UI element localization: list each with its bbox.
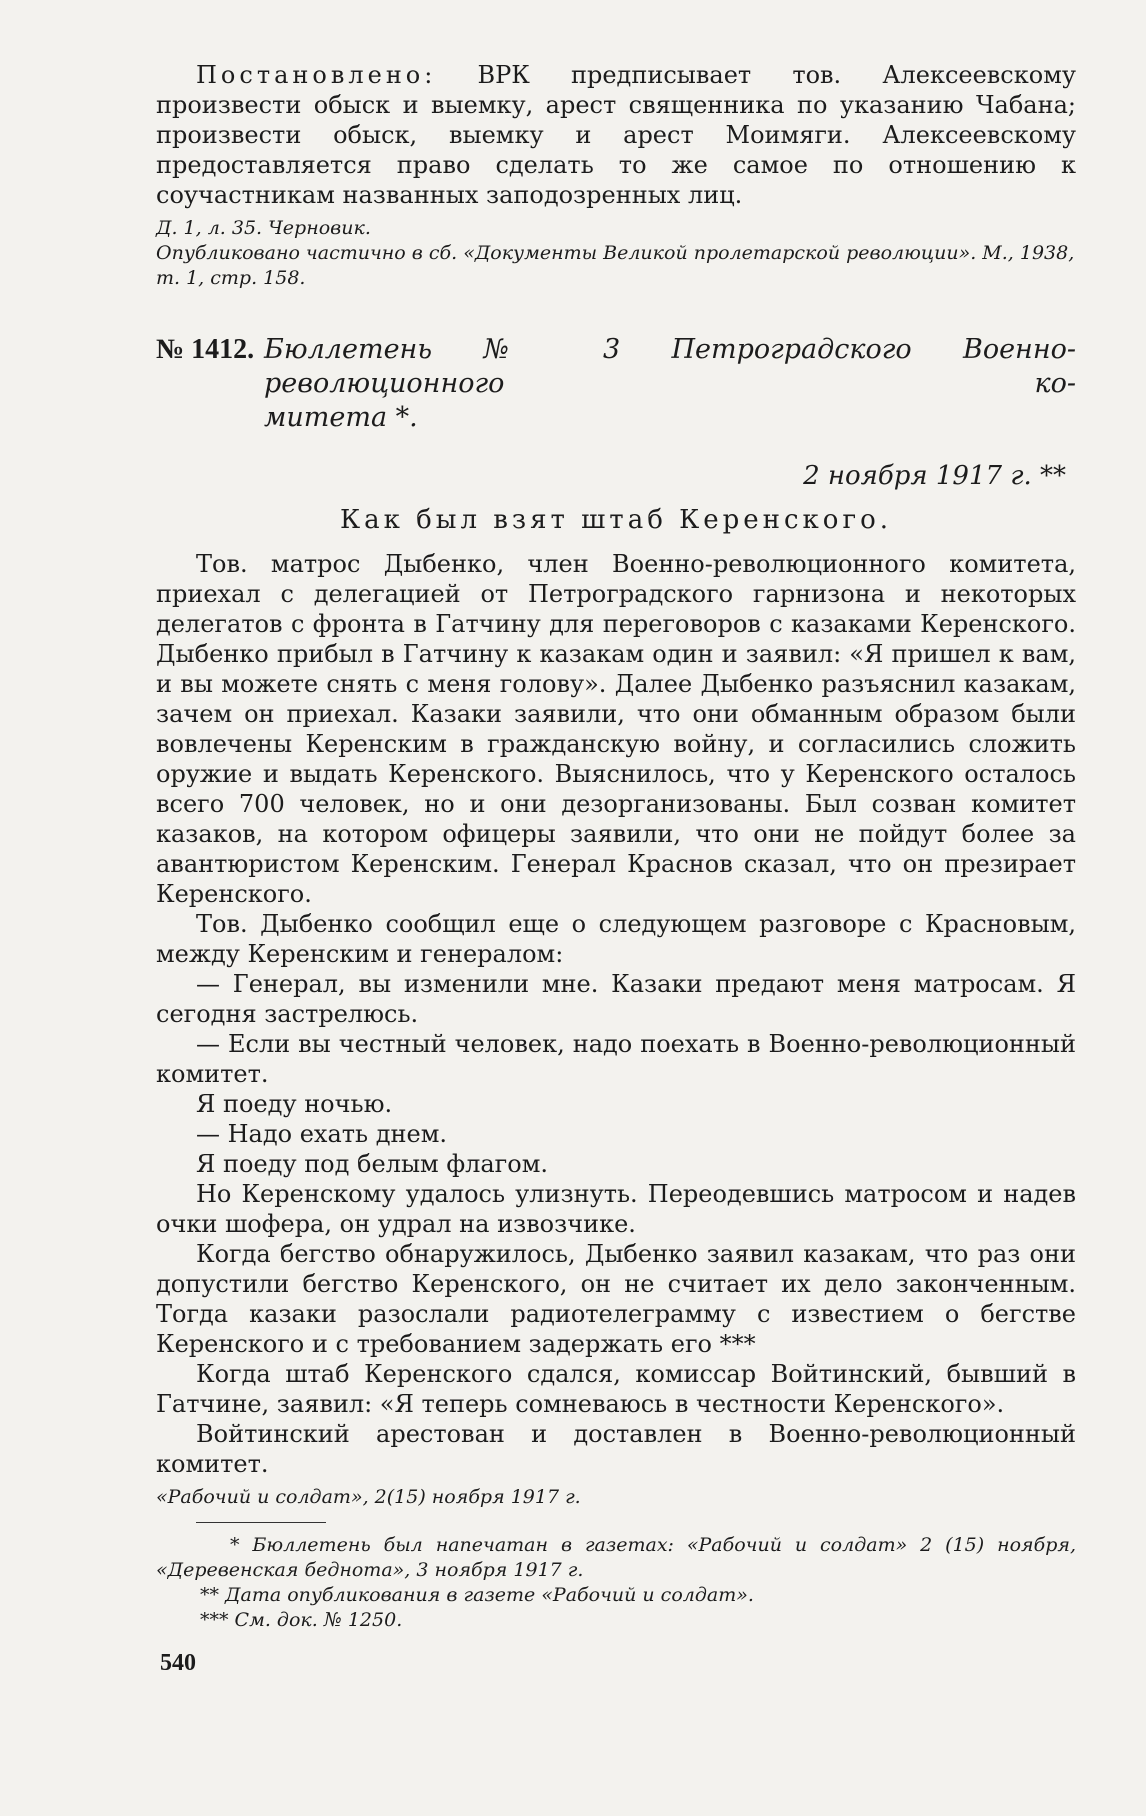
source-note-2: «Рабочий и солдат», 2(15) ноября 1917 г. bbox=[156, 1486, 581, 1508]
paragraph: — Надо ехать днем. bbox=[196, 1120, 448, 1148]
intro-paragraph bbox=[156, 60, 1076, 210]
paragraph: Когда бегство обнаружилось, Дыбенко заявил казакам, что раз они допустили бегство Керенского, он не считает их дело законченным. Тогда казаки разослали радиотелеграмму с известием о бегстве Керенского и с требованием задержать его *** bbox=[156, 1240, 1076, 1358]
document-title-line-2: митета *. bbox=[264, 402, 418, 433]
footnotes bbox=[156, 1522, 1076, 1633]
document-text bbox=[156, 549, 1076, 1479]
document-header bbox=[156, 333, 1076, 435]
document-title-line-1: Бюллетень № 3 Петроградского Военно-революционного ко- bbox=[264, 334, 1076, 399]
paragraph: Я поеду под белым флагом. bbox=[196, 1150, 548, 1178]
page-number: 540 bbox=[160, 1650, 196, 1676]
paragraph: Но Керенскому удалось улизнуть. Переодевшись матросом и надев очки шофера, он удрал на извозчике. bbox=[156, 1180, 1076, 1238]
document-title bbox=[264, 333, 1076, 435]
intro-text: ВРК предписывает тов. Алексеевскому произвести обыск и выемку, арест священника по указанию Чабана; произвести обыск, выемку и арест Моимяги. Алексеевскому предоставляется право сделать то же самое по отношению к соучастникам названных заподозренных лиц. bbox=[156, 61, 1076, 209]
paragraph: Когда штаб Керенского сдался, комиссар Войтинский, бывший в Гатчине, заявил: «Я теперь сомневаюсь в честности Керенского». bbox=[156, 1360, 1076, 1418]
source-archive: Д. 1, л. 35. Черновик. bbox=[156, 217, 371, 239]
document-number: № 1412. bbox=[156, 334, 255, 365]
source-note-1 bbox=[156, 216, 1076, 291]
footnote-1: * Бюллетень был напечатан в газетах: «Рабочий и солдат» 2 (15) ноября, «Деревенская беднота», 3 ноября 1917 г. bbox=[156, 1534, 1076, 1581]
intro-label: Постановлено: bbox=[196, 61, 437, 89]
page-body bbox=[156, 60, 1076, 1510]
footnote-2: ** Дата опубликования в газете «Рабочий и солдат». bbox=[200, 1584, 754, 1606]
paragraph: — Генерал, вы изменили мне. Казаки предают меня матросам. Я сегодня застрелюсь. bbox=[156, 970, 1076, 1028]
paragraph: Тов. матрос Дыбенко, член Военно-революционного комитета, приехал с делегацией от Петроградского гарнизона и некоторых делегатов с фронта в Гатчину для переговоров с казаками Керенского. Дыбенко прибыл в Гатчину к казакам один и заявил: «Я пришел к вам, и вы можете снять с меня голову». Далее Дыбенко разъяснил казакам, зачем он приехал. Казаки заявили, что они обманным образом были вовлечены Керенским в гражданскую войну, и согласились сложить оружие и выдать Керенского. Выяснилось, что у Керенского осталось всего 700 человек, но и они дезорганизованы. Был созван комитет казаков, на котором офицеры заявили, что они не пойдут более за авантюристом Керенским. Генерал Краснов сказал, что он презирает Керенского. bbox=[156, 550, 1076, 908]
paragraph: Я поеду ночью. bbox=[196, 1090, 393, 1118]
document-heading: Как был взят штаб Керенского. bbox=[340, 505, 892, 535]
document-date: 2 ноября 1917 г. ** bbox=[803, 461, 1066, 491]
footnote-3: *** См. док. № 1250. bbox=[200, 1609, 403, 1631]
paragraph: — Если вы честный человек, надо поехать в Военно-революционный комитет. bbox=[156, 1030, 1076, 1088]
paragraph: Тов. Дыбенко сообщил еще о следующем разговоре с Красновым, между Керенским и генералом: bbox=[156, 910, 1076, 968]
footnote-divider bbox=[196, 1522, 326, 1523]
source-publication: Опубликовано частично в сб. «Документы Великой пролетарской революции». М., 1938, т. 1, стр. 158. bbox=[156, 242, 1075, 289]
paragraph: Войтинский арестован и доставлен в Военно-революционный комитет. bbox=[156, 1420, 1076, 1478]
